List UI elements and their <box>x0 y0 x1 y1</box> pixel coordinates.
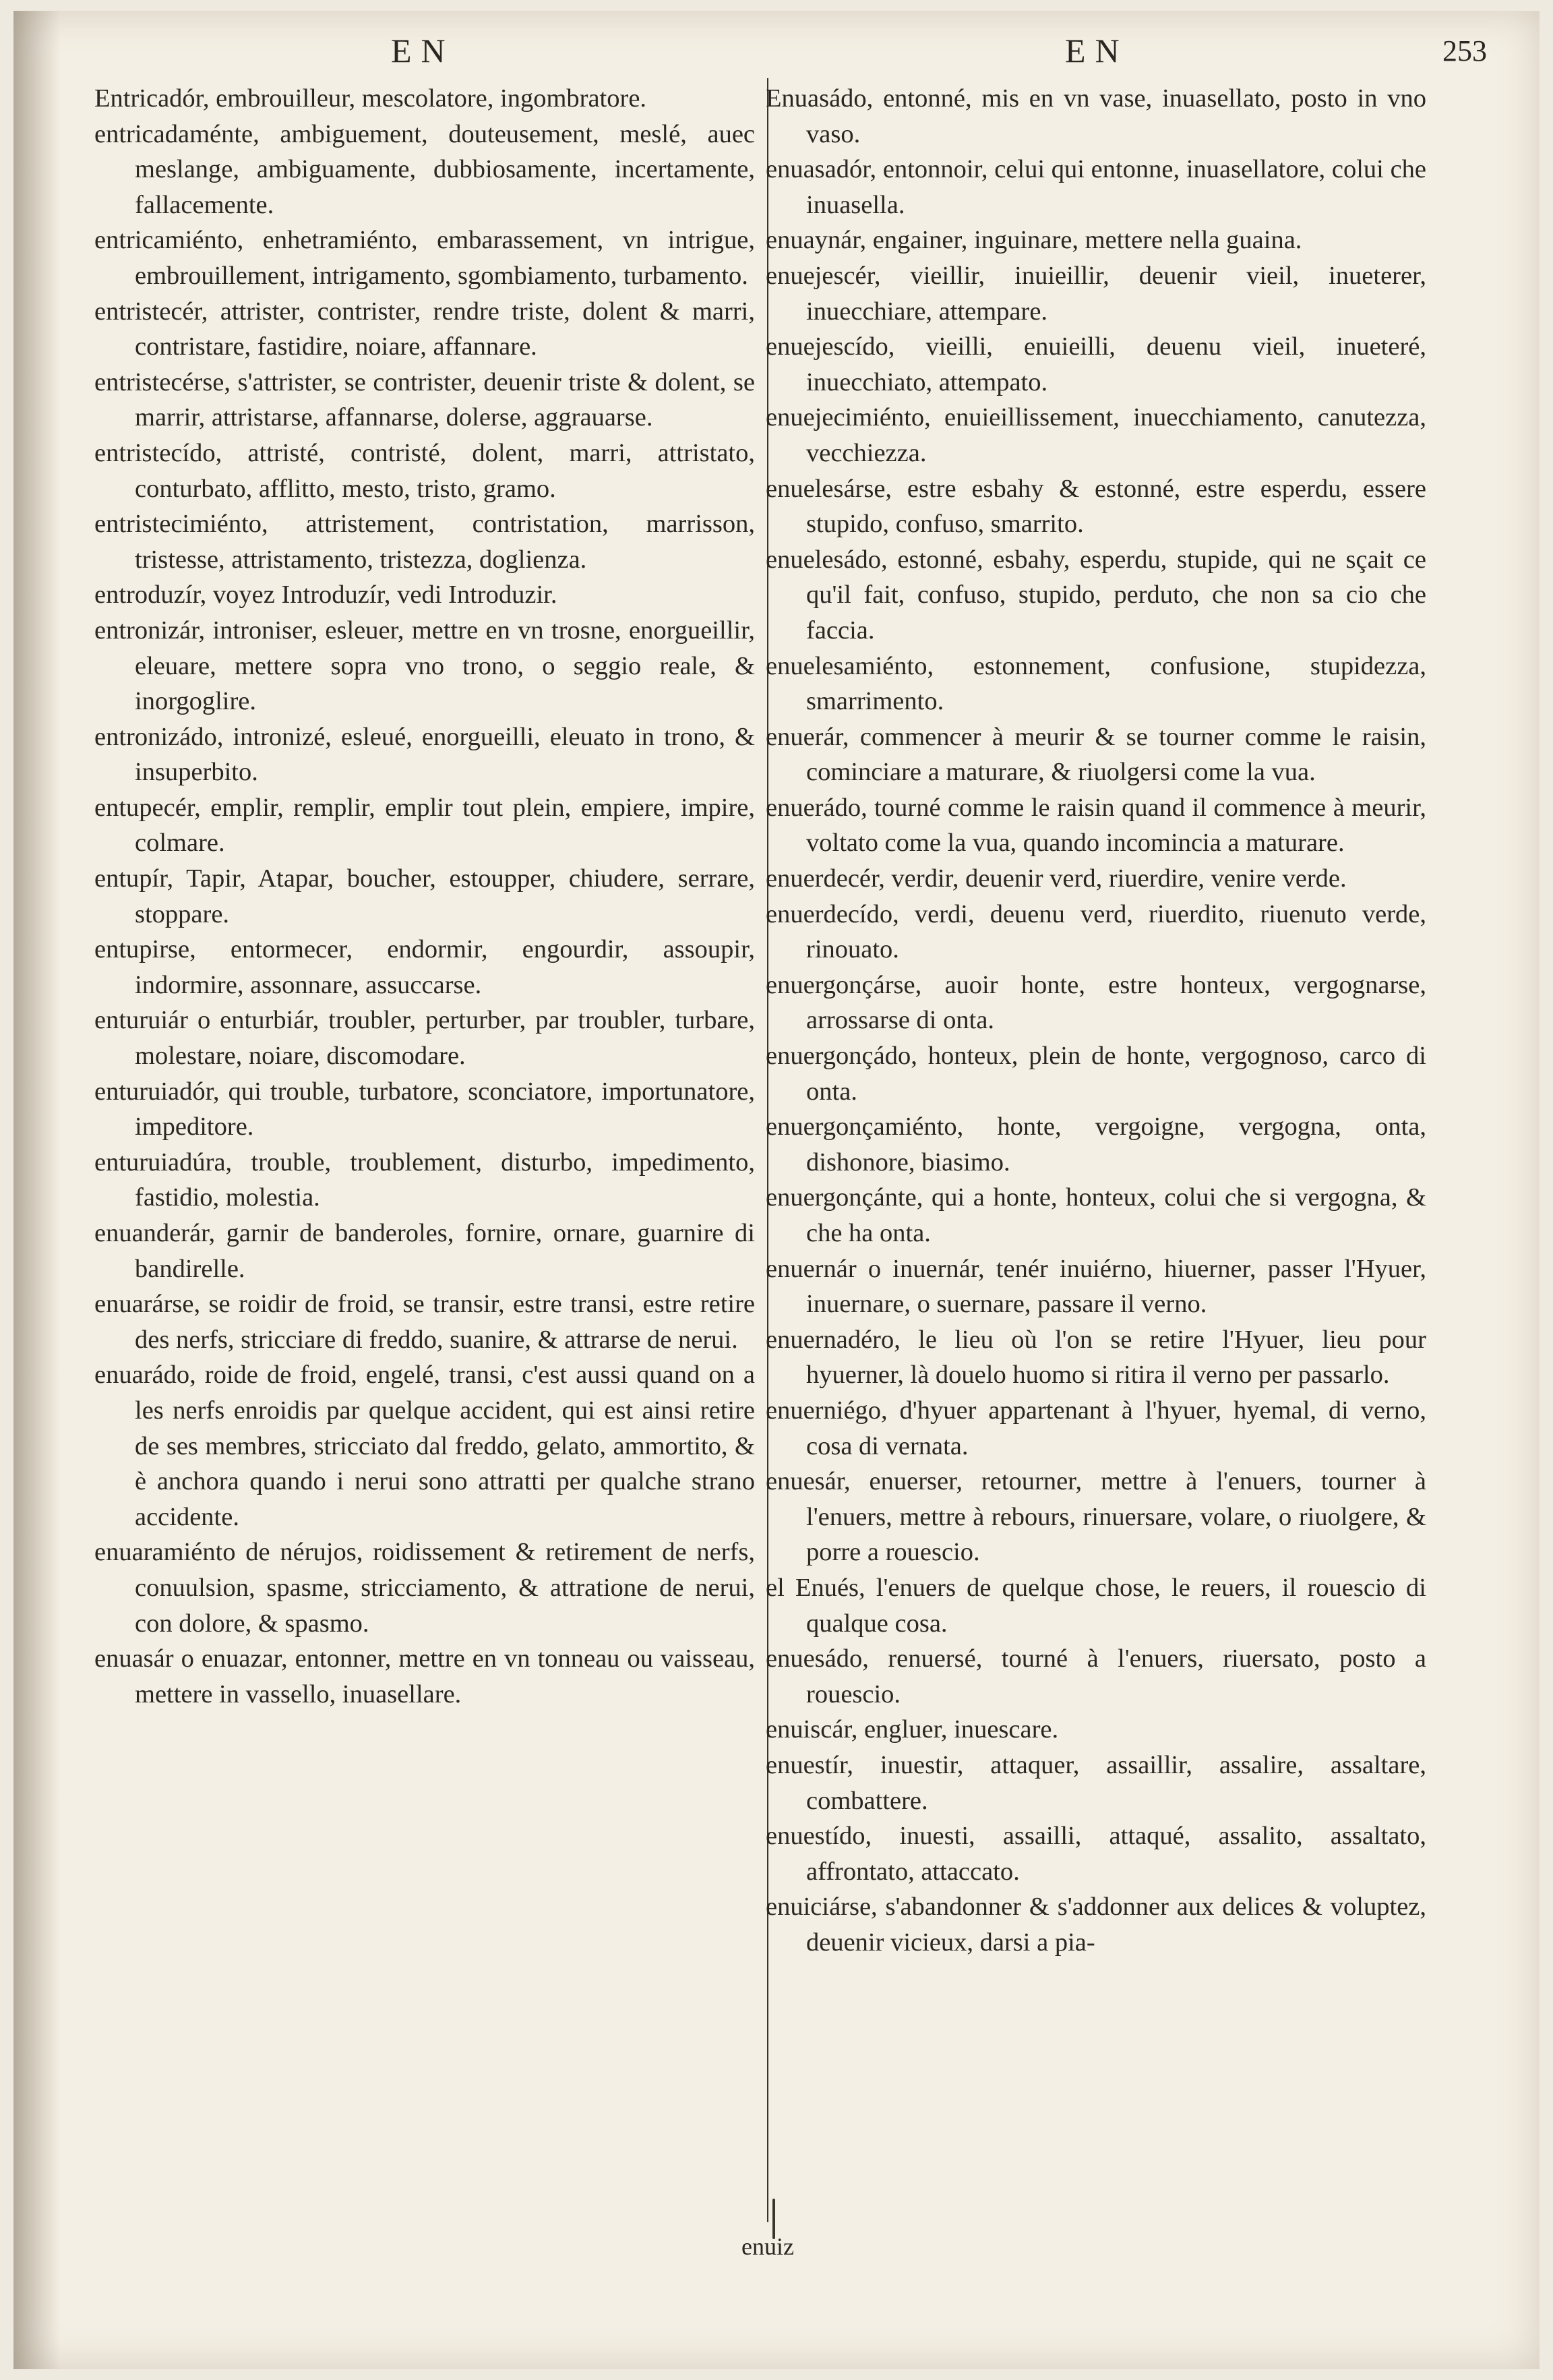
dictionary-entry: enuergonçádo, honteux, plein de honte, vergognoso, carco di onta. <box>766 1042 1426 1106</box>
dictionary-entry: enuanderár, garnir de banderoles, fornire, ornare, guarnire di bandirelle. <box>94 1219 755 1283</box>
dictionary-entry: enuaynár, engainer, inguinare, mettere nella guaina. <box>766 226 1302 255</box>
dictionary-entry: entronizádo, intronizé, esleué, enorgueilli, eleuato in trono, & insuperbito. <box>94 722 755 787</box>
dictionary-entry: enuerdecér, verdir, deuenir verd, riuerdire, venire verde. <box>766 864 1347 893</box>
dictionary-entry: enuesádo, renuersé, tourné à l'enuers, riuersato, posto a rouescio. <box>766 1644 1426 1708</box>
dictionary-entry: enuerdecído, verdi, deuenu verd, riuerdito, riuenuto verde, rinouato. <box>766 899 1426 964</box>
dictionary-entry: Enuasádo, entonné, mis en vn vase, inuasellato, posto in vno vaso. <box>766 84 1426 148</box>
dictionary-entry: enuerádo, tourné comme le raisin quand il commence à meurir, voltato come la vua, quando incomincia a maturare. <box>766 793 1426 858</box>
dictionary-entry: enuergonçárse, auoir honte, estre honteux, vergognarse, arrossarse di onta. <box>766 970 1426 1035</box>
dictionary-entry: enuiscár, engluer, inuescare. <box>766 1715 1059 1744</box>
dictionary-entry: enturuiár o enturbiár, troubler, perturber, par troubler, turbare, molestare, noiare, discomodare. <box>94 1006 755 1071</box>
dictionary-entry: entronizár, introniser, esleuer, mettre en vn trosne, enorgueillir, eleuare, mettere sopra vno trono, o seggio reale, & inorgoglire. <box>94 616 755 716</box>
dictionary-entry: entroduzír, voyez Introduzír, vedi Introduzir. <box>94 581 557 609</box>
running-header <box>13 31 1540 78</box>
dictionary-entry: entristecér, attrister, contrister, rendre triste, dolent & marri, contristare, fastidire, noiare, affannare. <box>94 297 755 361</box>
dictionary-entry: entricadaménte, ambiguement, douteusement, meslé, auec meslange, ambiguamente, dubbiosamente, incertamente, fallacemente. <box>94 119 755 219</box>
dictionary-entry: enuernadéro, le lieu où l'on se retire l'Hyuer, lieu pour hyuerner, là douelo huomo si ritira il verno per passarlo. <box>766 1325 1426 1390</box>
page-number: 253 <box>1442 34 1487 67</box>
dictionary-entry: enuejescído, vieilli, enuieilli, deuenu vieil, inueteré, inuecchiato, attempato. <box>766 332 1426 396</box>
dictionary-entry: enuesár, enuerser, retourner, mettre à l'enuers, tourner à l'enuers, mettre à rebours, rinuersare, volare, o riuolgere, & porre a rouescio. <box>766 1467 1426 1567</box>
dictionary-entry: enuerniégo, d'hyuer appartenant à l'hyuer, hyemal, di verno, cosa di vernata. <box>766 1396 1426 1460</box>
dictionary-entry: enuasár o enuazar, entonner, mettre en vn tonneau ou vaisseau, mettere in vassello, inuasellare. <box>94 1644 755 1708</box>
spine-shadow <box>13 11 61 2369</box>
dictionary-entry: enuergonçánte, qui a honte, honteux, colui che si vergogna, & che ha onta. <box>766 1183 1426 1247</box>
right-column <box>766 81 1426 1960</box>
dictionary-entry: enuaramiénto de nérujos, roidissement & retirement de nerfs, conuulsion, spasme, stricciamento, & attratione de nerui, con dolore, & spasmo. <box>94 1538 755 1638</box>
dictionary-entry: entricamiénto, enhetramiénto, embarassement, vn intrigue, embrouillement, intrigamento, sgombiamento, turbamento. <box>94 226 755 290</box>
dictionary-entry: enuejescér, vieillir, inuieillir, deuenir vieil, inueterer, inuecchiare, attempare. <box>766 261 1426 326</box>
catchword: enuiz <box>741 2233 794 2260</box>
dictionary-entry: enuernár o inuernár, tenér inuiérno, hiuerner, passer l'Hyuer, inuernare, o suernare, passare il verno. <box>766 1254 1426 1319</box>
dictionary-entry: enuestír, inuestir, attaquer, assaillir, assalire, assaltare, combattere. <box>766 1750 1426 1815</box>
dictionary-entry: enturuiadór, qui trouble, turbatore, sconciatore, importunatore, impeditore. <box>94 1077 755 1141</box>
dictionary-entry: enuejecimiénto, enuieillissement, inuecchiamento, canutezza, vecchiezza. <box>766 403 1426 467</box>
dictionary-entry: entupirse, entormecer, endormir, engourdir, assoupir, indormire, assonnare, assuccarse. <box>94 935 755 999</box>
header-left: EN <box>391 32 455 69</box>
dictionary-entry: el Enués, l'enuers de quelque chose, le reuers, il rouescio di qualque cosa. <box>766 1573 1426 1638</box>
dictionary-entry: entristecérse, s'attrister, se contrister, deuenir triste & dolent, se marrir, attristarse, affannarse, dolerse, aggrauarse. <box>94 367 755 432</box>
dictionary-entry: enuasadór, entonnoir, celui qui entonne, inuasellatore, colui che inuasella. <box>766 155 1426 219</box>
dictionary-entry: enuelesárse, estre esbahy & estonné, estre esperdu, essere stupido, confuso, smarrito. <box>766 474 1426 539</box>
dictionary-entry: enuerár, commencer à meurir & se tourner comme le raisin, cominciare a maturare, & riuolgersi come la vua. <box>766 722 1426 787</box>
dictionary-entry: Entricadór, embrouilleur, mescolatore, ingombratore. <box>94 84 647 113</box>
dictionary-entry: enuelesamiénto, estonnement, confusione, stupidezza, smarrimento. <box>766 651 1426 716</box>
dictionary-entry: enuergonçamiénto, honte, vergoigne, vergogna, onta, dishonore, biasimo. <box>766 1112 1426 1177</box>
left-column <box>94 81 755 1712</box>
dictionary-entry: enuestído, inuesti, assailli, attaqué, assalito, assaltato, affrontato, attaccato. <box>766 1822 1426 1886</box>
dictionary-entry: enuarárse, se roidir de froid, se transir, estre transi, estre retire des nerfs, stricciare di freddo, suanire, & attrarse de nerui. <box>94 1290 755 1354</box>
book-page <box>13 11 1540 2369</box>
header-right: EN <box>1065 32 1129 69</box>
dictionary-entry: entristecimiénto, attristement, contristation, marrisson, tristesse, attristamento, tristezza, doglienza. <box>94 510 755 574</box>
dictionary-entry: entupecér, emplir, remplir, emplir tout plein, empiere, impire, colmare. <box>94 793 755 858</box>
dictionary-entry: enuarádo, roide de froid, engelé, transi, c'est aussi quand on a les nerfs enroidis par quelque accident, qui est ainsi retire de ses membres, stricciato dal freddo, gelato, ammortito, & è anchora quando i nerui sono attratti per qualche strano accidente. <box>94 1361 755 1531</box>
dictionary-entry: enuelesádo, estonné, esbahy, esperdu, stupide, qui ne sçait ce qu'il fait, confuso, stupido, perduto, che non sa cio che faccia. <box>766 545 1426 645</box>
dictionary-entry: entupír, Tapir, Atapar, boucher, estoupper, chiudere, serrare, stoppare. <box>94 864 755 928</box>
dictionary-entry: enturuiadúra, trouble, troublement, disturbo, impedimento, fastidio, molestia. <box>94 1148 755 1212</box>
dictionary-entry: entristecído, attristé, contristé, dolent, marri, attristato, conturbato, afflitto, mesto, tristo, gramo. <box>94 438 755 503</box>
dictionary-entry: enuiciárse, s'abandonner & s'addonner aux delices & voluptez, deuenir vicieux, darsi a pia- <box>766 1893 1426 1957</box>
